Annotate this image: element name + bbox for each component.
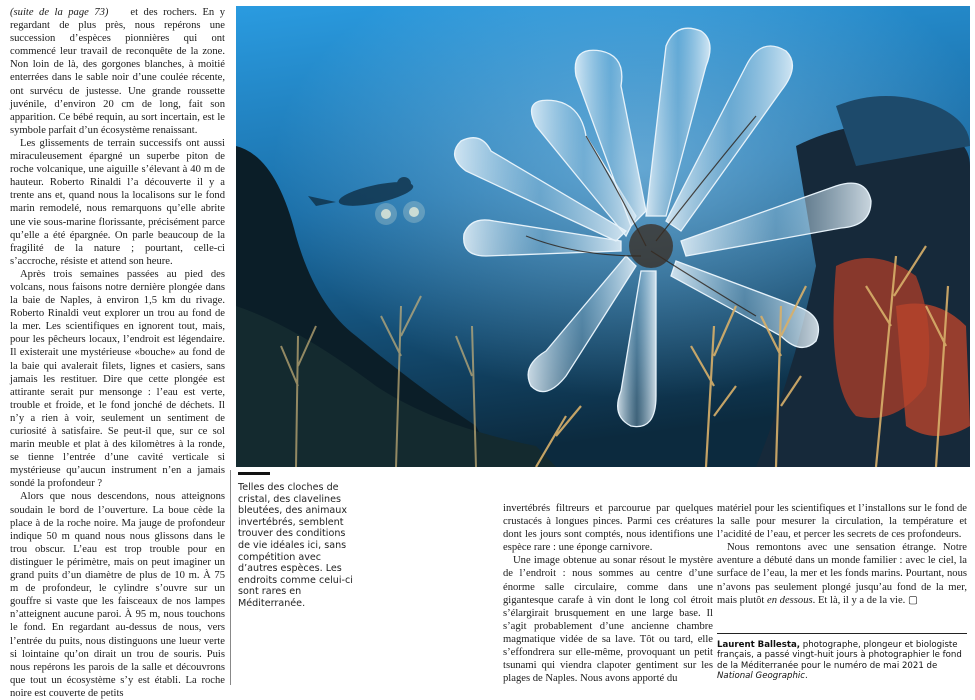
author-name: Laurent Ballesta, xyxy=(717,640,801,650)
column-divider xyxy=(230,470,231,685)
paragraph: Après trois semaines passées au pied des volcans, nous faisons notre dernière plongée dans la baie de Naples, à environ 1,5 km du rivage. Roberto Rinaldi veut explorer un trou au fond de la mer. Les scientifiques en ignorent tout, mais, pour les pêcheurs locaux, l’endroit est légendaire. Il existerait une mystérieuse «bouche» au fond de la baie qui avalerait filets, lignes et casiers, sans jamais les restituer. Dire que cette plongée est attirante serait pur mensonge : l’eau est verte, trouble et froide, et le fond jonché de déchets. Il n’y a rien à voir, seulement un sentiment de curiosité à satisfaire. Se peut-il que, sur ce sol marin meuble et plat à des kilomètres à la ronde, se tienne l’entrée d’une cavité verticale si mystérieuse qu’aucun instrument n’en a jamais sondé la profondeur ? xyxy=(10,268,225,490)
paragraph: invertébrés filtreurs et parcourue par quelques crustacés à longues pinces. Parmi ces créatures dont les jours sont comptés, nous identifions une espèce rare : une éponge carnivore. xyxy=(503,503,713,554)
continued-note: (suite de la page 73) xyxy=(10,7,109,18)
photo-caption: Telles des cloches de cristal, des clavelines bleutées, des animaux invertébrés, semblent trouver des conditions de vie idéales ici, sans compétition avec d’autres espèces. Les endroits comme celui-ci sont rares en Méditerranée. xyxy=(238,482,353,609)
paragraph: Une image obtenue au sonar résout le mystère de l’endroit : nous sommes au centre d’une énorme salle circulaire, comme dans une gigantesque carafe à vin dont le long col étroit s’élargirait brusquement en une large base. Il s’agit probablement d’une ancienne chambre magmatique vidée de sa lave. Tôt ou tard, elle s’effondrera sur elle-même, provoquant un petit tsunami qui viendra clapoter gentiment sur les plages de Naples. Nous avons apporté du xyxy=(503,555,713,685)
paragraph: Nous remontons avec une sensation étrange. Notre aventure a débuté dans un monde familier : avec le ciel, la surface de l’eau, la mer et les fonds marins. Pourtant, nous n’avons pas seulement plongé jusqu’au fond de la mer, mais plutôt en dessous. Et là, il y a de la vie. ▢ xyxy=(717,542,967,606)
paragraph: (suite de la page 73) et des rochers. En y regardant de plus près, nous repérons une succession d’espèces pionnières qui ont commencé leur travail de reconquête de la zone. Non loin de là, des gorgones blanches, à moitié enterrées dans le sable noir d’une coulée récente, ont survécu de justesse. Une grande roussette juvénile, d’environ 20 cm de long, fait son apparition. Ce bébé requin, au sort incertain, est le symbole parfait d’un écosystème renaissant. xyxy=(10,7,225,136)
magazine-name: National Geographic xyxy=(717,671,806,682)
paragraph: Les glissements de terrain successifs ont aussi miraculeusement épargné un superbe piton de roche volcanique, une aiguille s’élevant à 40 m de hauteur. Roberto Rinaldi l’a découverte il y a trente ans et, quand nous la localisons sur le fond marin remodelé, nous remarquons qu’elle abrite une vie sous-marine florissante, précisément parce qu’elle a été épargnée. On parle beaucoup de la fragilité de la nature ; pourtant, celle-ci s’accroche, résiste et attend son heure. xyxy=(10,137,225,267)
paragraph: Alors que nous descendons, nous atteignons soudain le bord de l’ouverture. La boue cède la place à de la roche noire. Ma jauge de profondeur indique 50 m quand nous nous glissons dans le trou obscur. L’eau est trop trouble pour en distinguer le périmètre, mais on peut imaginer un grand puits d’un diamètre de plus de 10 m. À 75 m de profondeur, le cylindre s’ouvre sur un gouffre si vaste que les faisceaux de nos lampes n’atteignent aucune paroi. À 95 m, nous touchons le fond. En regardant au-dessus de nous, vers l’entrée du puits, nous distinguons une lueur verte si lointaine qu’on dirait un trou de souris. Puis nous repérons les parois de la salle et découvrons que tout un écosystème s’y est établi. La roche noire est couverte de petits xyxy=(10,491,225,699)
caption-rule xyxy=(238,472,270,475)
photo-clavelines xyxy=(236,6,970,467)
article-column-3 xyxy=(717,502,967,607)
author-credit: Laurent Ballesta, photographe, plongeur et biologiste français, a passé vingt-huit jours à photographier le fond de la Méditerranée pour le numéro de mai 2021 de National Geographic. xyxy=(717,640,962,682)
credit-rule xyxy=(717,633,967,634)
article-column-1 xyxy=(10,6,225,700)
article-column-2 xyxy=(503,502,713,685)
paragraph: matériel pour les scientifiques et l’installons sur le fond de la salle pour mesurer la circulation, la température et l’acidité de l’eau, et percer les secrets de ces profondeurs. xyxy=(717,503,967,541)
